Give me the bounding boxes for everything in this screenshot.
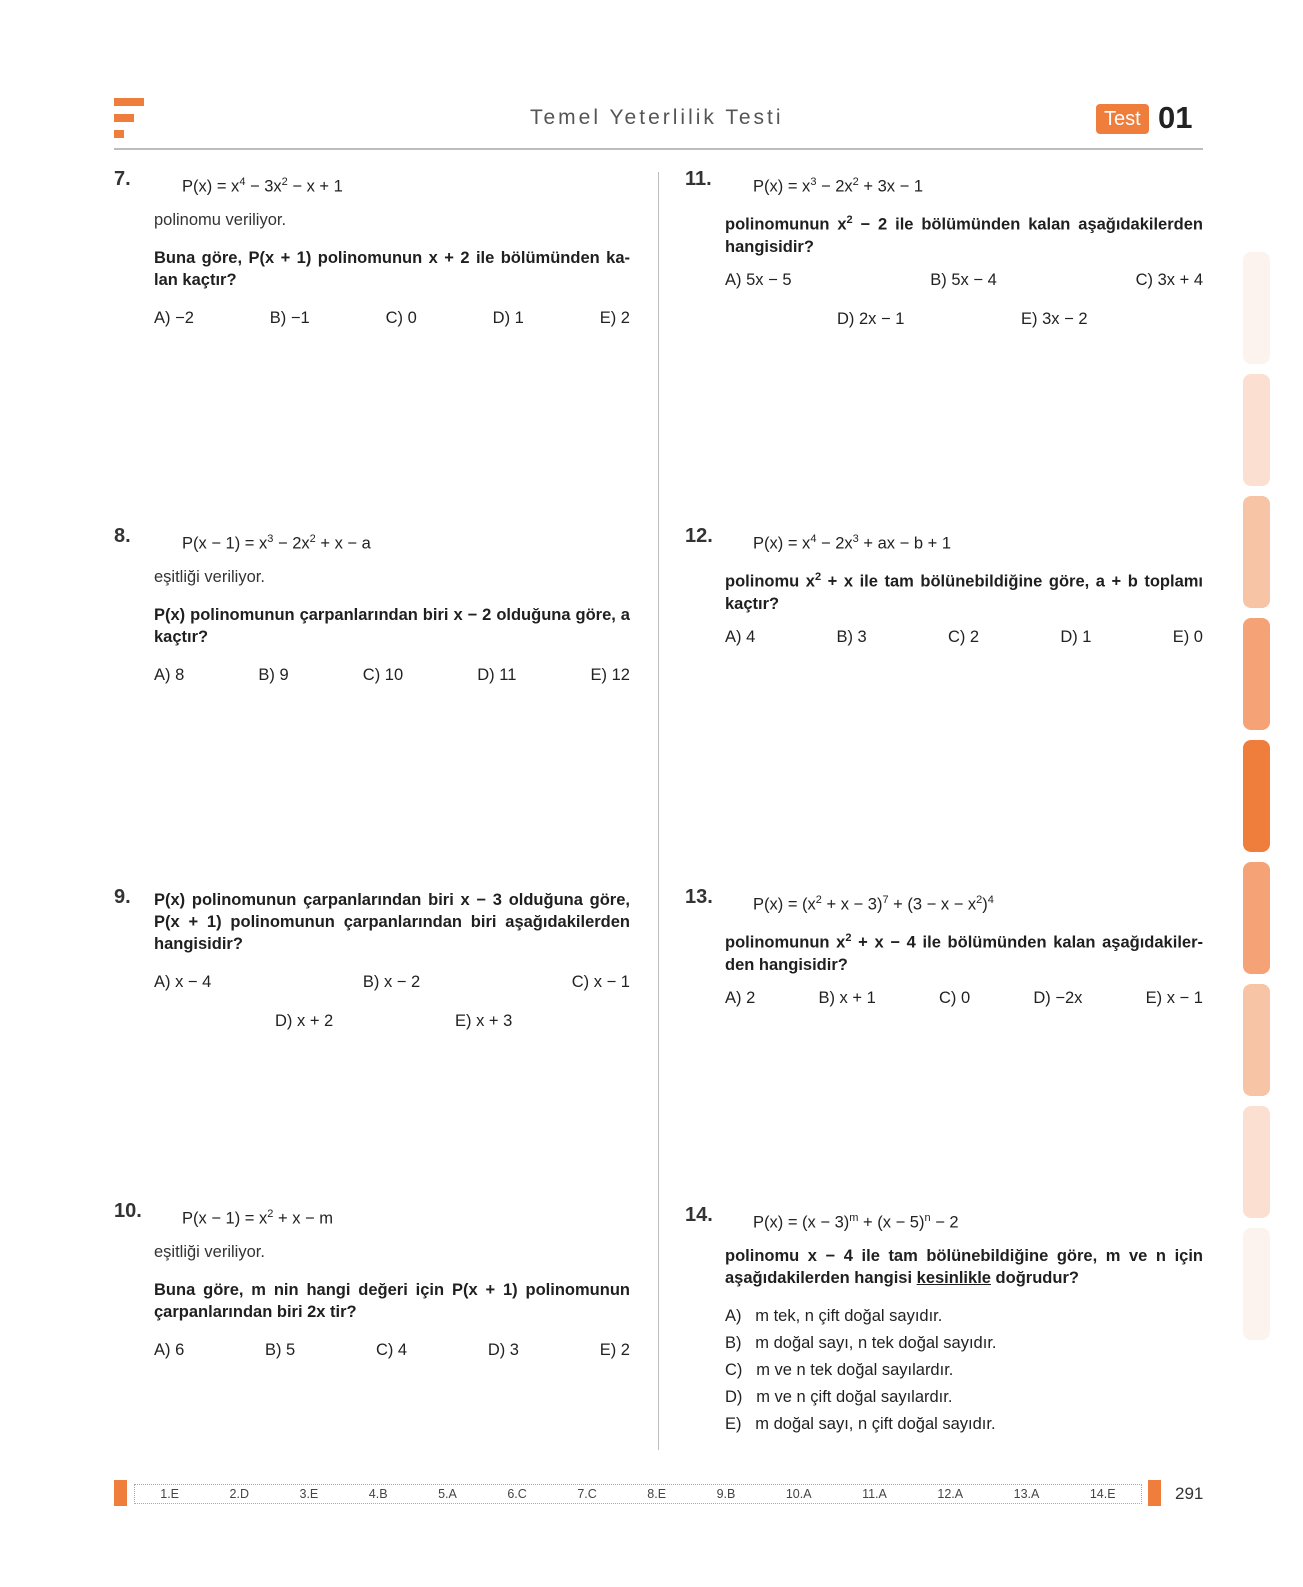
question-intro: eşitliği veriliyor. — [154, 568, 265, 586]
option-d[interactable]: D) 1 — [492, 309, 524, 327]
logo-bar-bottom — [114, 130, 124, 138]
logo-bar-top — [114, 98, 144, 106]
side-tab-6[interactable] — [1243, 862, 1270, 974]
side-tab-1[interactable] — [1243, 252, 1270, 364]
option-a[interactable]: A) 5x − 5 — [725, 271, 792, 289]
option-e[interactable]: E) m doğal sayı, n çift doğal sayıdır. — [725, 1415, 996, 1433]
question-text: polinomu $x^2 + x$ ile tam bölünebildiğine göre, a + b toplamı kaçtır? — [725, 571, 1203, 613]
answer-strip-right-mark — [1148, 1480, 1161, 1506]
option-d[interactable]: D) −2x — [1033, 989, 1083, 1007]
answer-key-item: 11.A — [862, 1487, 887, 1501]
answer-key-item: 10.A — [785, 1487, 812, 1501]
option-b[interactable]: B) x + 1 — [818, 989, 876, 1007]
question-formula: $P(x - 1) = x^3 - 2x^2 + x - a$ — [182, 533, 371, 553]
answer-options — [725, 987, 1203, 1009]
option-c[interactable]: C) 4 — [375, 1341, 408, 1359]
question-number: 13. — [685, 886, 713, 908]
option-a[interactable]: A) x − 4 — [154, 973, 212, 991]
question-formula: $P(x - 1) = x^2 + x - m$ — [182, 1208, 334, 1228]
question-number: 14. — [685, 1204, 713, 1226]
side-tab-8[interactable] — [1243, 1106, 1270, 1218]
option-d[interactable]: D) 2x − 1 — [837, 310, 905, 328]
option-e[interactable]: E) x + 3 — [455, 1012, 513, 1030]
option-c[interactable]: C) x − 1 — [571, 973, 630, 991]
option-b[interactable]: B) 9 — [258, 666, 289, 684]
answer-key-item: 14.E — [1089, 1487, 1116, 1501]
side-tab-5-active[interactable] — [1243, 740, 1270, 852]
question-text: polinomunun $x^2 - 2$ ile bölümünden kalan aşağıdakilerden hangisidir? — [725, 214, 1203, 256]
answer-key-item: 12.A — [937, 1487, 964, 1501]
question-number: 9. — [114, 886, 131, 908]
test-badge: Test — [1096, 104, 1149, 134]
option-b[interactable]: B) 3 — [836, 628, 867, 646]
question-number: 11. — [685, 168, 712, 190]
option-b[interactable]: B) m doğal sayı, n tek doğal sayıdır. — [725, 1334, 997, 1352]
option-b[interactable]: B) −1 — [269, 309, 310, 327]
side-tab-2[interactable] — [1243, 374, 1270, 486]
option-a[interactable]: A) 6 — [154, 1341, 185, 1359]
side-tab-7[interactable] — [1243, 984, 1270, 1096]
answer-key-item: 6.C — [507, 1487, 527, 1501]
answer-options — [154, 664, 630, 686]
question-text: polinomu x − 4 ile tam bölünebildiğine göre, m ve n için aşağıdakilerden hangisi kesinlikle doğrudur? — [725, 1247, 1203, 1287]
option-b[interactable]: B) x − 2 — [362, 973, 421, 991]
question-text: P(x) polinomunun çarpanlarından biri x − 2 olduğuna göre, a kaçtır? — [154, 606, 630, 646]
answer-key-item: 3.E — [299, 1487, 319, 1501]
option-d[interactable]: D) 11 — [477, 666, 517, 684]
answer-options — [154, 307, 630, 329]
question-formula: $P(x) = x^3 - 2x^2 + 3x - 1$ — [753, 176, 924, 196]
answer-options — [154, 1339, 630, 1361]
question-intro: polinomu veriliyor. — [154, 211, 287, 229]
question-formula: $P(x) = x^4 - 3x^2 - x + 1$ — [182, 176, 343, 196]
answer-key-item: 4.B — [368, 1487, 388, 1501]
option-d[interactable]: D) m ve n çift doğal sayılardır. — [725, 1388, 953, 1406]
answer-key-item: 9.B — [716, 1487, 736, 1501]
answer-key-strip — [134, 1484, 1142, 1504]
header-title: Temel Yeterlilik Testi — [530, 106, 784, 129]
page-number: 291 — [1175, 1484, 1204, 1503]
question-number: 8. — [114, 525, 131, 547]
test-number: 01 — [1158, 100, 1193, 135]
option-a[interactable]: A) 2 — [725, 989, 756, 1007]
option-a[interactable]: A) 8 — [154, 666, 185, 684]
question-formula: $P(x) = (x - 3)^m + (x - 5)^n - 2$ — [753, 1212, 959, 1232]
side-tab-3[interactable] — [1243, 496, 1270, 608]
option-b[interactable]: B) 5x − 4 — [930, 271, 997, 289]
answer-key-item: 8.E — [647, 1487, 667, 1501]
emphasis-underline: kesinlikle — [916, 1269, 991, 1287]
header-divider — [114, 148, 1203, 150]
question-text: Buna göre, m nin hangi değeri için P(x + 1) polinomunun çarpanlarından biri 2x tir? — [154, 1281, 630, 1321]
option-b[interactable]: B) 5 — [264, 1341, 296, 1359]
option-e[interactable]: E) 2 — [599, 309, 630, 327]
option-e[interactable]: E) 12 — [590, 666, 630, 684]
question-text: polinomunun $x^2 + x - 4$ ile bölümünden kalan aşağıdakiler-den hangisidir? — [725, 932, 1203, 974]
question-number: 12. — [685, 525, 713, 547]
answer-key-item: 5.A — [438, 1487, 457, 1501]
option-a[interactable]: A) −2 — [154, 309, 194, 327]
option-a[interactable]: A) m tek, n çift doğal sayıdır. — [725, 1307, 943, 1325]
answer-key-item: 1.E — [160, 1487, 180, 1501]
answer-options-row-1 — [725, 269, 1203, 291]
option-d[interactable]: D) x + 2 — [275, 1012, 334, 1030]
option-c[interactable]: C) 0 — [385, 309, 417, 327]
option-e[interactable]: E) x − 1 — [1145, 989, 1203, 1007]
question-text: P(x) polinomunun çarpanlarından biri x − 3 olduğuna göre, P(x + 1) polinomunun çarpanlarından biri aşağıdakilerden hangisidir? — [154, 891, 630, 953]
answer-options — [725, 626, 1203, 648]
option-c[interactable]: C) 3x + 4 — [1135, 271, 1203, 289]
answer-key-item: 13.A — [1013, 1487, 1040, 1501]
question-number: 10. — [114, 1200, 142, 1222]
option-d[interactable]: D) 1 — [1060, 628, 1092, 646]
option-e[interactable]: E) 3x − 2 — [1021, 310, 1088, 328]
side-tab-9[interactable] — [1243, 1228, 1270, 1340]
option-c[interactable]: C) 10 — [362, 666, 404, 684]
option-d[interactable]: D) 3 — [487, 1341, 519, 1359]
answer-key-item: 7.C — [577, 1487, 597, 1501]
answer-key-item: 2.D — [229, 1487, 249, 1501]
question-formula: $P(x) = x^4 - 2x^3$ + ax − b + 1 — [753, 533, 951, 553]
option-c[interactable]: C) 2 — [947, 628, 980, 646]
option-a[interactable]: A) 4 — [725, 628, 756, 646]
option-e[interactable]: E) 2 — [599, 1341, 630, 1359]
side-tab-4[interactable] — [1243, 618, 1270, 730]
question-number: 7. — [114, 168, 131, 190]
logo-bar-middle — [114, 114, 134, 122]
column-divider — [658, 172, 659, 1450]
option-e[interactable]: E) 0 — [1172, 628, 1203, 646]
answer-strip-left-mark — [114, 1480, 127, 1506]
option-c[interactable]: C) m ve n tek doğal sayılardır. — [725, 1361, 954, 1379]
option-c[interactable]: C) 0 — [939, 989, 971, 1007]
question-formula: $P(x) = (x^2 + x - 3)^7 + (3 - x - x^2)^4$ — [753, 894, 994, 914]
answer-options-row-1 — [154, 971, 630, 993]
question-intro: eşitliği veriliyor. — [154, 1243, 265, 1261]
question-text: Buna göre, P(x + 1) polinomunun x + 2 ile bölümünden ka-lan kaçtır? — [154, 249, 630, 289]
